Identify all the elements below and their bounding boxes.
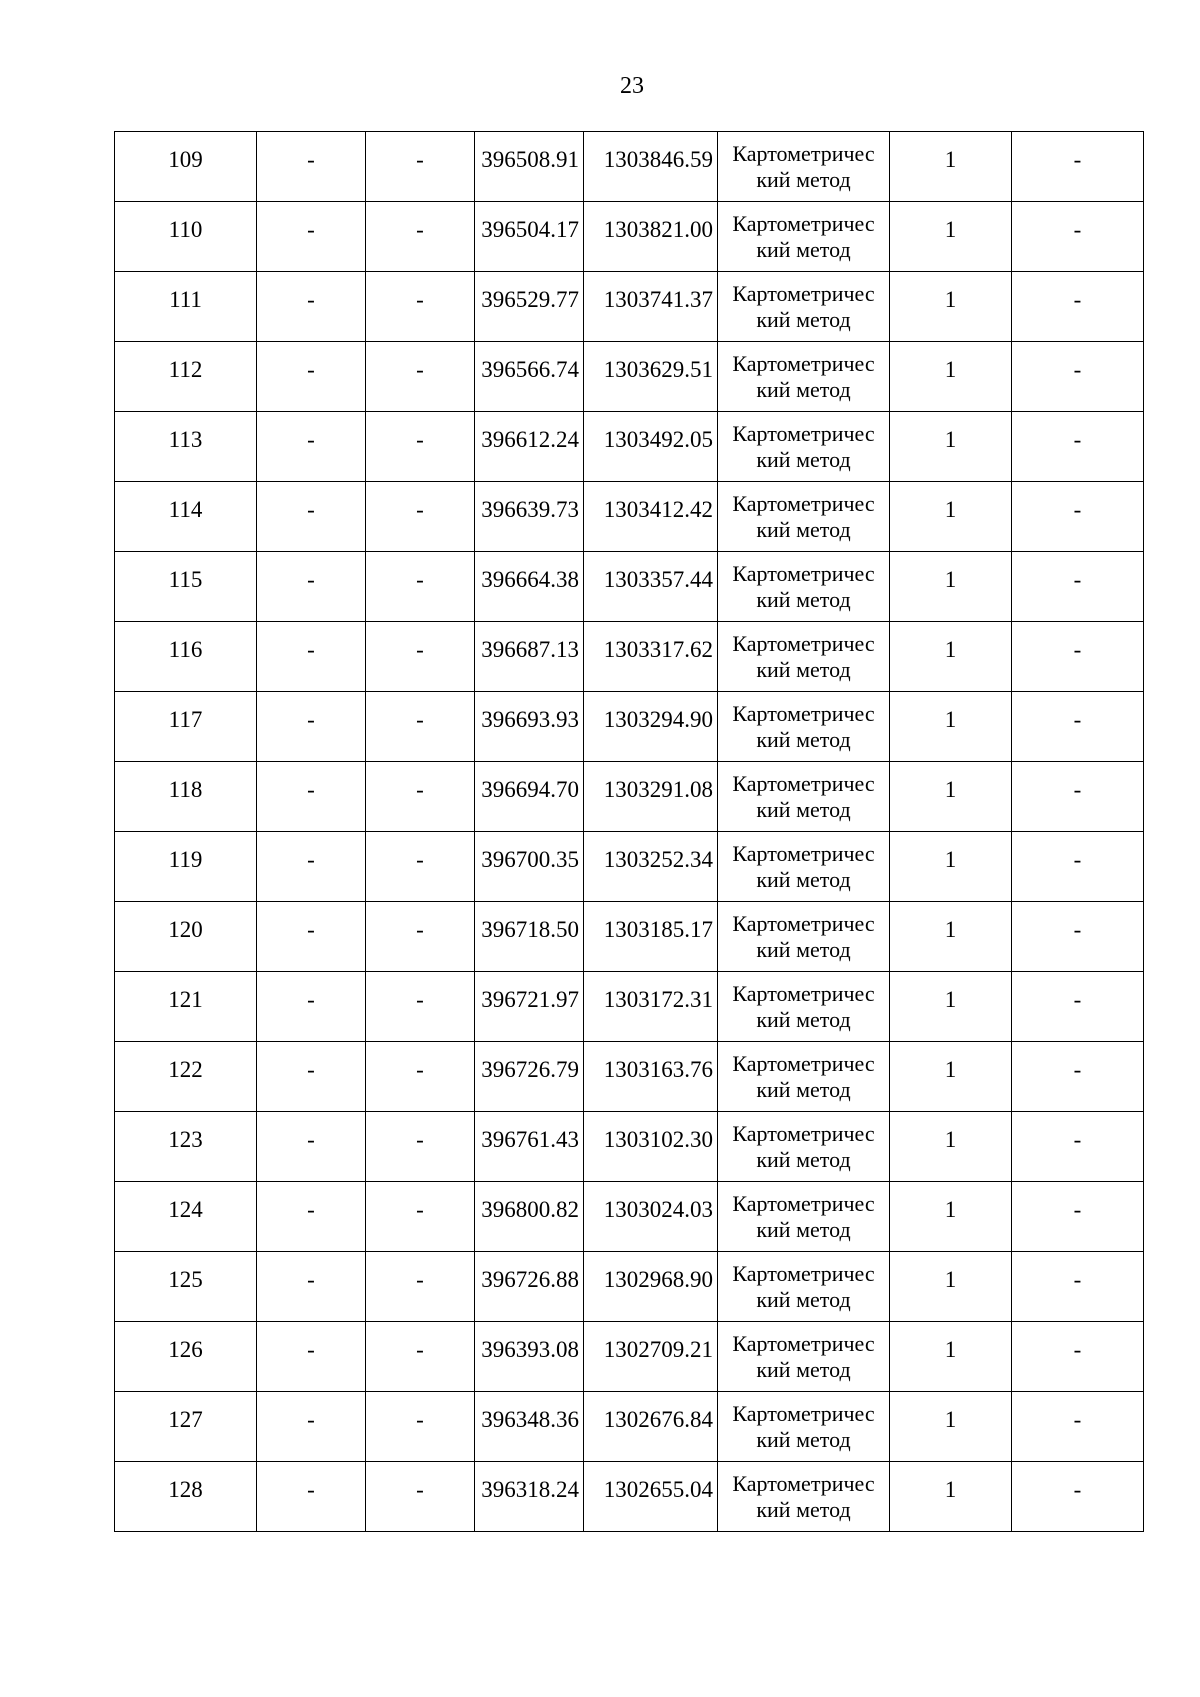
- cell-method: [718, 202, 890, 272]
- cell-accuracy: 1: [890, 1392, 1012, 1462]
- cell-method: [718, 1112, 890, 1182]
- cell-point-number: 111: [115, 272, 257, 342]
- cell-col8: -: [1012, 412, 1144, 482]
- cell-point-number: 119: [115, 832, 257, 902]
- method-line-1: Картометричес: [732, 630, 875, 656]
- cell-col3: -: [366, 1252, 475, 1322]
- cell-accuracy: 1: [890, 832, 1012, 902]
- table-row: [115, 1462, 1144, 1532]
- cell-method: [718, 272, 890, 342]
- cell-col2: -: [257, 692, 366, 762]
- cell-method: [718, 1042, 890, 1112]
- cell-method: [718, 972, 890, 1042]
- cell-coord-y: 1303741.37: [584, 272, 718, 342]
- cell-coord-y: 1303172.31: [584, 972, 718, 1042]
- method-line-2: кий метод: [756, 1216, 851, 1242]
- cell-accuracy: 1: [890, 1112, 1012, 1182]
- cell-col8: -: [1012, 1182, 1144, 1252]
- method-line-2: кий метод: [756, 236, 851, 262]
- method-line-2: кий метод: [756, 796, 851, 822]
- table-row: [115, 552, 1144, 622]
- cell-coord-x: 396761.43: [475, 1112, 584, 1182]
- cell-col3: -: [366, 1462, 475, 1532]
- cell-col8: -: [1012, 1392, 1144, 1462]
- table-row: [115, 1252, 1144, 1322]
- cell-accuracy: 1: [890, 1182, 1012, 1252]
- cell-col8: -: [1012, 762, 1144, 832]
- cell-coord-x: 396693.93: [475, 692, 584, 762]
- cell-col8: -: [1012, 1322, 1144, 1392]
- cell-coord-x: 396687.13: [475, 622, 584, 692]
- cell-point-number: 124: [115, 1182, 257, 1252]
- cell-method: [718, 832, 890, 902]
- cell-coord-x: 396700.35: [475, 832, 584, 902]
- table-row: [115, 762, 1144, 832]
- cell-coord-x: 396800.82: [475, 1182, 584, 1252]
- cell-method: [718, 1252, 890, 1322]
- cell-col2: -: [257, 482, 366, 552]
- method-line-2: кий метод: [756, 1496, 851, 1522]
- table-row: [115, 1112, 1144, 1182]
- cell-method: [718, 762, 890, 832]
- cell-coord-x: 396694.70: [475, 762, 584, 832]
- cell-method: [718, 132, 890, 202]
- method-line-2: кий метод: [756, 1356, 851, 1382]
- method-line-2: кий метод: [756, 656, 851, 682]
- method-line-1: Картометричес: [732, 140, 875, 166]
- table-row: [115, 1182, 1144, 1252]
- cell-point-number: 116: [115, 622, 257, 692]
- cell-coord-y: 1303846.59: [584, 132, 718, 202]
- cell-accuracy: 1: [890, 902, 1012, 972]
- cell-coord-x: 396726.88: [475, 1252, 584, 1322]
- cell-coord-y: 1303821.00: [584, 202, 718, 272]
- cell-col2: -: [257, 552, 366, 622]
- table-row: [115, 1042, 1144, 1112]
- method-line-1: Картометричес: [732, 840, 875, 866]
- cell-col3: -: [366, 692, 475, 762]
- method-line-2: кий метод: [756, 516, 851, 542]
- table-row: [115, 622, 1144, 692]
- cell-col8: -: [1012, 132, 1144, 202]
- method-line-1: Картометричес: [732, 770, 875, 796]
- method-line-2: кий метод: [756, 1426, 851, 1452]
- method-line-1: Картометричес: [732, 420, 875, 446]
- cell-coord-x: 396718.50: [475, 902, 584, 972]
- cell-col8: -: [1012, 1042, 1144, 1112]
- table-row: [115, 342, 1144, 412]
- method-line-2: кий метод: [756, 166, 851, 192]
- cell-col8: -: [1012, 832, 1144, 902]
- cell-col8: -: [1012, 692, 1144, 762]
- cell-accuracy: 1: [890, 692, 1012, 762]
- cell-method: [718, 1462, 890, 1532]
- cell-point-number: 113: [115, 412, 257, 482]
- coordinates-table: [114, 131, 1144, 1532]
- cell-coord-x: 396726.79: [475, 1042, 584, 1112]
- cell-col3: -: [366, 342, 475, 412]
- cell-coord-y: 1303629.51: [584, 342, 718, 412]
- method-line-1: Картометричес: [732, 1190, 875, 1216]
- table-row: [115, 972, 1144, 1042]
- table-row: [115, 272, 1144, 342]
- method-line-1: Картометричес: [732, 1120, 875, 1146]
- cell-col3: -: [366, 552, 475, 622]
- cell-coord-y: 1302709.21: [584, 1322, 718, 1392]
- cell-point-number: 110: [115, 202, 257, 272]
- cell-col8: -: [1012, 1462, 1144, 1532]
- cell-accuracy: 1: [890, 412, 1012, 482]
- table-row: [115, 902, 1144, 972]
- method-line-2: кий метод: [756, 1146, 851, 1172]
- method-line-2: кий метод: [756, 446, 851, 472]
- cell-col3: -: [366, 1182, 475, 1252]
- cell-col8: -: [1012, 902, 1144, 972]
- cell-col3: -: [366, 412, 475, 482]
- cell-coord-y: 1303412.42: [584, 482, 718, 552]
- cell-method: [718, 692, 890, 762]
- method-line-1: Картометричес: [732, 280, 875, 306]
- cell-point-number: 121: [115, 972, 257, 1042]
- cell-method: [718, 412, 890, 482]
- cell-col3: -: [366, 132, 475, 202]
- cell-col2: -: [257, 1252, 366, 1322]
- table-row: [115, 1392, 1144, 1462]
- cell-col8: -: [1012, 202, 1144, 272]
- cell-col3: -: [366, 762, 475, 832]
- cell-coord-y: 1303252.34: [584, 832, 718, 902]
- cell-coord-y: 1302676.84: [584, 1392, 718, 1462]
- table-row: [115, 1322, 1144, 1392]
- cell-point-number: 117: [115, 692, 257, 762]
- table-row: [115, 412, 1144, 482]
- cell-col8: -: [1012, 622, 1144, 692]
- cell-point-number: 109: [115, 132, 257, 202]
- cell-col2: -: [257, 1392, 366, 1462]
- cell-col3: -: [366, 482, 475, 552]
- cell-col8: -: [1012, 972, 1144, 1042]
- cell-coord-x: 396721.97: [475, 972, 584, 1042]
- cell-col2: -: [257, 1322, 366, 1392]
- cell-col2: -: [257, 1042, 366, 1112]
- cell-point-number: 114: [115, 482, 257, 552]
- cell-point-number: 128: [115, 1462, 257, 1532]
- cell-method: [718, 902, 890, 972]
- cell-coord-x: 396664.38: [475, 552, 584, 622]
- cell-col2: -: [257, 1462, 366, 1532]
- method-line-2: кий метод: [756, 306, 851, 332]
- method-line-2: кий метод: [756, 1006, 851, 1032]
- cell-coord-y: 1303291.08: [584, 762, 718, 832]
- cell-coord-y: 1302968.90: [584, 1252, 718, 1322]
- cell-col2: -: [257, 622, 366, 692]
- cell-col3: -: [366, 832, 475, 902]
- cell-col3: -: [366, 972, 475, 1042]
- cell-coord-y: 1303492.05: [584, 412, 718, 482]
- cell-accuracy: 1: [890, 972, 1012, 1042]
- cell-accuracy: 1: [890, 272, 1012, 342]
- cell-accuracy: 1: [890, 762, 1012, 832]
- method-line-2: кий метод: [756, 1286, 851, 1312]
- method-line-1: Картометричес: [732, 210, 875, 236]
- cell-col2: -: [257, 1182, 366, 1252]
- cell-method: [718, 482, 890, 552]
- method-line-2: кий метод: [756, 376, 851, 402]
- cell-col3: -: [366, 1042, 475, 1112]
- cell-coord-y: 1302655.04: [584, 1462, 718, 1532]
- cell-method: [718, 1322, 890, 1392]
- cell-coord-y: 1303102.30: [584, 1112, 718, 1182]
- cell-col8: -: [1012, 552, 1144, 622]
- cell-col2: -: [257, 272, 366, 342]
- cell-coord-x: 396318.24: [475, 1462, 584, 1532]
- cell-accuracy: 1: [890, 622, 1012, 692]
- method-line-1: Картометричес: [732, 490, 875, 516]
- cell-coord-x: 396529.77: [475, 272, 584, 342]
- cell-col2: -: [257, 832, 366, 902]
- cell-method: [718, 1392, 890, 1462]
- method-line-1: Картометричес: [732, 1260, 875, 1286]
- cell-coord-x: 396504.17: [475, 202, 584, 272]
- cell-col3: -: [366, 1392, 475, 1462]
- table-row: [115, 692, 1144, 762]
- cell-coord-y: 1303024.03: [584, 1182, 718, 1252]
- cell-point-number: 127: [115, 1392, 257, 1462]
- cell-accuracy: 1: [890, 552, 1012, 622]
- cell-col3: -: [366, 1322, 475, 1392]
- cell-col3: -: [366, 1112, 475, 1182]
- method-line-1: Картометричес: [732, 1050, 875, 1076]
- cell-coord-x: 396508.91: [475, 132, 584, 202]
- method-line-1: Картометричес: [732, 560, 875, 586]
- cell-coord-x: 396393.08: [475, 1322, 584, 1392]
- method-line-2: кий метод: [756, 586, 851, 612]
- cell-point-number: 126: [115, 1322, 257, 1392]
- cell-point-number: 115: [115, 552, 257, 622]
- method-line-1: Картометричес: [732, 1470, 875, 1496]
- cell-col2: -: [257, 762, 366, 832]
- cell-point-number: 123: [115, 1112, 257, 1182]
- method-line-1: Картометричес: [732, 1400, 875, 1426]
- cell-accuracy: 1: [890, 1252, 1012, 1322]
- method-line-2: кий метод: [756, 726, 851, 752]
- cell-col2: -: [257, 132, 366, 202]
- method-line-2: кий метод: [756, 1076, 851, 1102]
- method-line-1: Картометричес: [732, 910, 875, 936]
- cell-point-number: 125: [115, 1252, 257, 1322]
- method-line-1: Картометричес: [732, 980, 875, 1006]
- cell-accuracy: 1: [890, 1462, 1012, 1532]
- table-row: [115, 132, 1144, 202]
- table-row: [115, 482, 1144, 552]
- cell-col3: -: [366, 902, 475, 972]
- cell-accuracy: 1: [890, 1042, 1012, 1112]
- cell-col3: -: [366, 202, 475, 272]
- cell-col2: -: [257, 342, 366, 412]
- cell-coord-x: 396348.36: [475, 1392, 584, 1462]
- page-number: 23: [620, 73, 644, 99]
- cell-col3: -: [366, 272, 475, 342]
- cell-method: [718, 552, 890, 622]
- cell-col8: -: [1012, 482, 1144, 552]
- cell-coord-y: 1303317.62: [584, 622, 718, 692]
- cell-method: [718, 342, 890, 412]
- cell-col8: -: [1012, 272, 1144, 342]
- cell-coord-x: 396639.73: [475, 482, 584, 552]
- cell-col3: -: [366, 622, 475, 692]
- cell-col2: -: [257, 202, 366, 272]
- cell-coord-x: 396566.74: [475, 342, 584, 412]
- cell-point-number: 112: [115, 342, 257, 412]
- cell-col2: -: [257, 902, 366, 972]
- cell-accuracy: 1: [890, 132, 1012, 202]
- cell-col8: -: [1012, 1112, 1144, 1182]
- cell-accuracy: 1: [890, 342, 1012, 412]
- cell-col2: -: [257, 972, 366, 1042]
- cell-accuracy: 1: [890, 202, 1012, 272]
- cell-coord-y: 1303163.76: [584, 1042, 718, 1112]
- cell-col2: -: [257, 412, 366, 482]
- table-row: [115, 202, 1144, 272]
- cell-method: [718, 1182, 890, 1252]
- cell-method: [718, 622, 890, 692]
- cell-coord-y: 1303185.17: [584, 902, 718, 972]
- cell-point-number: 122: [115, 1042, 257, 1112]
- cell-coord-x: 396612.24: [475, 412, 584, 482]
- cell-col8: -: [1012, 1252, 1144, 1322]
- method-line-1: Картометричес: [732, 700, 875, 726]
- cell-col2: -: [257, 1112, 366, 1182]
- cell-coord-y: 1303357.44: [584, 552, 718, 622]
- method-line-1: Картометричес: [732, 1330, 875, 1356]
- method-line-2: кий метод: [756, 866, 851, 892]
- method-line-2: кий метод: [756, 936, 851, 962]
- cell-point-number: 118: [115, 762, 257, 832]
- cell-accuracy: 1: [890, 482, 1012, 552]
- cell-col8: -: [1012, 342, 1144, 412]
- cell-coord-y: 1303294.90: [584, 692, 718, 762]
- cell-accuracy: 1: [890, 1322, 1012, 1392]
- method-line-1: Картометричес: [732, 350, 875, 376]
- table-body: [115, 132, 1144, 1532]
- cell-point-number: 120: [115, 902, 257, 972]
- table-row: [115, 832, 1144, 902]
